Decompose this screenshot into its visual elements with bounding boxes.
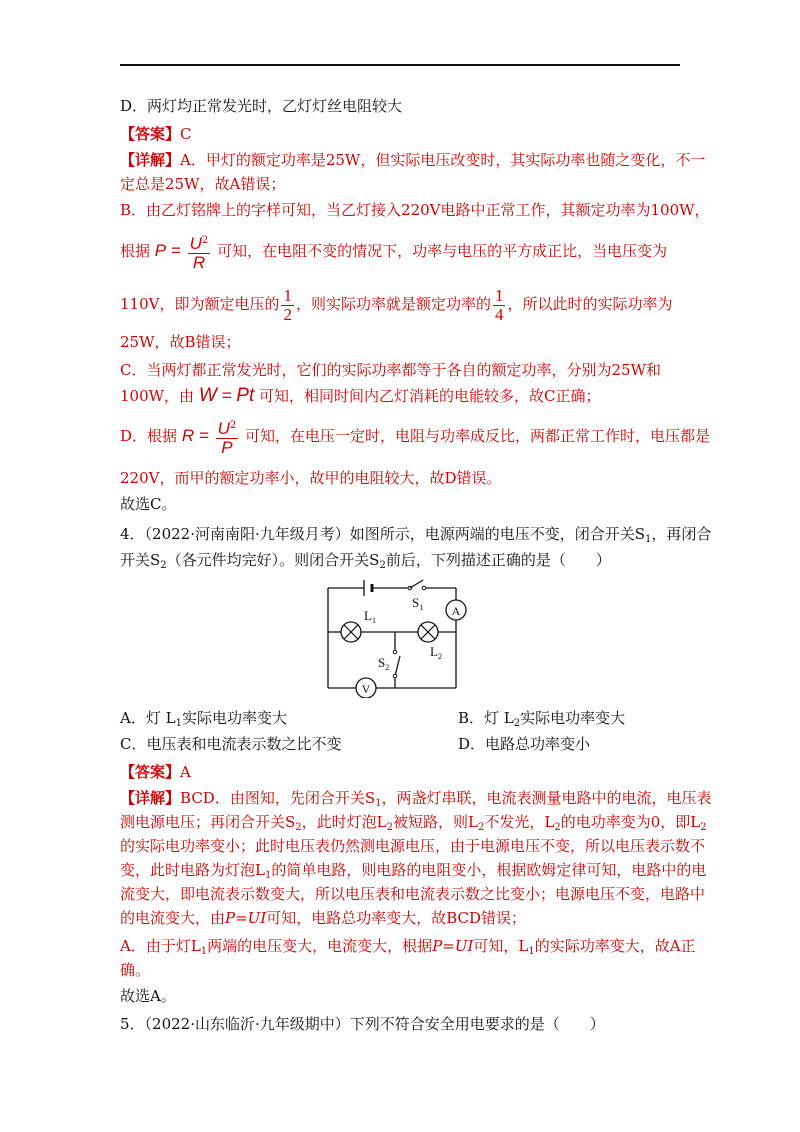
detail-d-line-2: 220V，而甲的额定功率小，故甲的电阻较大，故D错误。 bbox=[120, 469, 502, 487]
label-l1: $L_1$ bbox=[364, 608, 376, 625]
answer-tag: 【答案】 bbox=[120, 125, 181, 143]
subscript: 2 bbox=[379, 560, 386, 571]
answer-line-prev bbox=[120, 124, 192, 144]
detail-c-line-1: C．当两灯都正常发光时，它们的实际功率都等于各自的额定功率，分别为25W和 bbox=[120, 361, 661, 379]
detail-text: A．由于灯L bbox=[120, 937, 201, 955]
option-a bbox=[120, 708, 287, 734]
detail-text: 的电功率变为0，即L bbox=[560, 813, 701, 831]
stem-text: 开关S bbox=[120, 551, 161, 569]
formula-fraction bbox=[216, 417, 239, 457]
subscript: 1 bbox=[175, 718, 182, 729]
detail-text: ，两盏灯串联，电流表测量电路中的电流，电压表 bbox=[381, 789, 712, 807]
option-d: D．电路总功率变小 bbox=[458, 735, 591, 753]
question-4-stem-line-1 bbox=[120, 524, 711, 550]
ammeter-icon bbox=[446, 600, 466, 620]
stem-text: 4．（2022·河南南阳·九年级月考）如图所示，电源两端的电压不变，闭合开关S bbox=[120, 525, 646, 543]
formula-fraction bbox=[281, 287, 294, 324]
detail-text: 的实际功率变大，故A正 bbox=[534, 937, 696, 955]
fraction-numerator: 1 bbox=[283, 285, 292, 305]
formula-symbol: R bbox=[181, 426, 195, 445]
detail-text: 100W，由 bbox=[120, 387, 195, 405]
detail-d-line-1 bbox=[120, 416, 710, 457]
option-b bbox=[458, 708, 625, 734]
formula-inline: P=UI bbox=[225, 909, 267, 927]
detail-b-line-1: B．由乙灯铭牌上的字样可知，当乙灯接入220V电路中正常工作，其额定功率为100W， bbox=[120, 201, 710, 219]
subscript: 2 bbox=[160, 560, 167, 571]
option-text: A．灯 L bbox=[120, 709, 176, 727]
detail-text: ，所以此时的实际功率为 bbox=[507, 295, 673, 313]
option-d-prev: D．两灯均正常发光时，乙灯灯丝电阻较大 bbox=[120, 97, 403, 115]
detail-text: ，此时灯泡L bbox=[301, 813, 387, 831]
option-text: 实际电功率变大 bbox=[520, 709, 626, 727]
subscript: 1 bbox=[645, 534, 652, 545]
formula-symbol: P bbox=[221, 438, 233, 457]
detail-text: 测电源电压；再闭合开关S bbox=[120, 813, 296, 831]
detail-text: 两端的电压变大，电流变大，根据 bbox=[207, 937, 433, 955]
formula-fraction bbox=[493, 287, 506, 324]
q4-detail-line-2: 测电源电压；再闭合开关$S_2$，此时灯泡$L_2$被短路，则$L_2$不发光，$L_2$的电功率变为0，即$L_2$ bbox=[120, 813, 707, 833]
q4-detail-line-1: 【详解】BCD．由图知，先闭合开关$S_1$，两盏灯串联，电流表测量电路中的电流，电压表 bbox=[120, 789, 712, 809]
fraction-numerator: 1 bbox=[494, 285, 504, 305]
lamp-l1-icon bbox=[341, 622, 361, 642]
voltmeter-icon bbox=[356, 678, 376, 698]
detail-b-line-3 bbox=[120, 286, 673, 324]
option-c: C．电压表和电流表示数之比不变 bbox=[120, 735, 342, 753]
formula-symbol: U bbox=[217, 419, 230, 438]
option-text: B．灯 L bbox=[458, 709, 514, 727]
detail-a-line-2: 定总是25W，故A错误； bbox=[120, 175, 286, 193]
fraction-denominator: 4 bbox=[494, 304, 504, 324]
conclusion-prev: 故选C。 bbox=[120, 495, 177, 513]
answer-line-q4 bbox=[120, 762, 191, 782]
detail-text: 的简单电路，则电路的电阻变小，根据欧姆定律可知，电路中的电 bbox=[271, 861, 707, 879]
subscript: 2 bbox=[513, 718, 521, 729]
formula-symbol: W bbox=[198, 385, 217, 406]
header-rule bbox=[120, 64, 680, 66]
q4-detail-line-3: 的实际电功率变小；此时电压表仍然测电源电压，由于电源电压不变，所以电压表示数不 bbox=[120, 837, 706, 855]
conclusion-q4: 故选A。 bbox=[120, 987, 176, 1005]
detail-text: 可知，相同时间内乙灯消耗的电能较多，故C正确； bbox=[259, 387, 601, 405]
formula-exponent: 2 bbox=[229, 420, 237, 431]
detail-text: 可知，在电阻不变的情况下，功率与电压的平方成正比，当电压变为 bbox=[217, 242, 668, 260]
fraction-denominator: 2 bbox=[283, 304, 292, 324]
detail-tag: 【详解】 bbox=[120, 151, 181, 169]
detail-text: 变，此时电路为灯泡L bbox=[120, 861, 265, 879]
detail-text: A．甲灯的额定功率是25W，但实际电压改变时，其实际功率也随之变化，不一 bbox=[180, 151, 706, 169]
lamp-l2-icon bbox=[418, 622, 438, 642]
stem-text: ，再闭合 bbox=[651, 525, 712, 543]
stem-text: 前后，下列描述正确的是（ ） bbox=[385, 551, 611, 569]
answer-value: C bbox=[180, 125, 192, 143]
formula-symbol: = bbox=[198, 426, 209, 445]
switch-s1-icon bbox=[408, 580, 426, 590]
detail-c-line-2 bbox=[120, 384, 601, 408]
answer-value: A bbox=[180, 763, 191, 781]
detail-b-line-4: 25W，故B错误； bbox=[120, 333, 241, 351]
detail-text: ，则实际功率就是额定功率的 bbox=[295, 295, 491, 313]
detail-text: 被短路，则L bbox=[393, 813, 478, 831]
detail-text: BCD．由图知，先闭合开关S bbox=[180, 789, 376, 807]
switch-s2-icon bbox=[393, 650, 400, 678]
label-s1: $S_1$ bbox=[412, 595, 424, 612]
formula-exponent: 2 bbox=[201, 235, 209, 246]
formula-inline: P=UI bbox=[432, 937, 474, 955]
detail-text: 不发光，L bbox=[484, 813, 555, 831]
q4-detail-line-5: 流变大，即电流表示数变大，所以电压表和电流表示数之比变小；电源电压不变，电路中 bbox=[120, 885, 706, 903]
q4-detail-line-6 bbox=[120, 908, 526, 928]
formula-symbol: Pt bbox=[236, 385, 255, 406]
detail-text: 根据 bbox=[120, 242, 151, 260]
detail-text: 可知，电路总功率变大，故BCD错误； bbox=[266, 909, 527, 927]
formula-symbol: U bbox=[189, 234, 202, 253]
formula-symbol: P bbox=[154, 241, 167, 260]
formula-symbol: = bbox=[221, 386, 232, 405]
svg-text:A: A bbox=[451, 604, 461, 618]
label-s2: $S_2$ bbox=[378, 655, 390, 672]
formula-symbol: = bbox=[170, 241, 181, 260]
detail-a-line-1 bbox=[120, 150, 705, 170]
detail-text: D．根据 bbox=[120, 427, 178, 445]
q4-detail-line-7: A．由于灯$L_1$两端的电压变大，电流变大，根据P=UI可知，$L_1$的实际功率变大，故A正 bbox=[120, 937, 696, 957]
question-5-stem: 5．（2022·山东临沂·九年级期中）下列不符合安全用电要求的是（ ） bbox=[120, 1015, 605, 1033]
detail-text: 110V，即为额定电压的 bbox=[120, 295, 280, 313]
circuit-diagram bbox=[320, 574, 480, 698]
q4-detail-line-8: 确。 bbox=[120, 961, 151, 979]
detail-text: 的电流变大，由 bbox=[120, 909, 226, 927]
svg-text:V: V bbox=[361, 682, 371, 696]
answer-tag: 【答案】 bbox=[120, 763, 181, 781]
formula-symbol: R bbox=[192, 253, 206, 272]
option-text: 实际电功率变大 bbox=[181, 709, 287, 727]
detail-text: 可知，在电压一定时，电阻与功率成反比，两都正常工作时，电压都是 bbox=[245, 427, 711, 445]
q4-detail-line-4: 变，此时电路为灯泡$L_1$的简单电路，则电路的电阻变小，根据欧姆定律可知，电路中的电 bbox=[120, 861, 707, 881]
stem-text: （各元件均完好）。则闭合开关S bbox=[166, 551, 380, 569]
detail-b-line-2 bbox=[120, 232, 667, 272]
detail-tag: 【详解】 bbox=[120, 789, 181, 807]
label-l2: $L_2$ bbox=[430, 644, 442, 661]
detail-text: 可知，L bbox=[473, 937, 529, 955]
formula-fraction bbox=[188, 232, 211, 272]
question-4-stem-line-2 bbox=[120, 550, 611, 576]
